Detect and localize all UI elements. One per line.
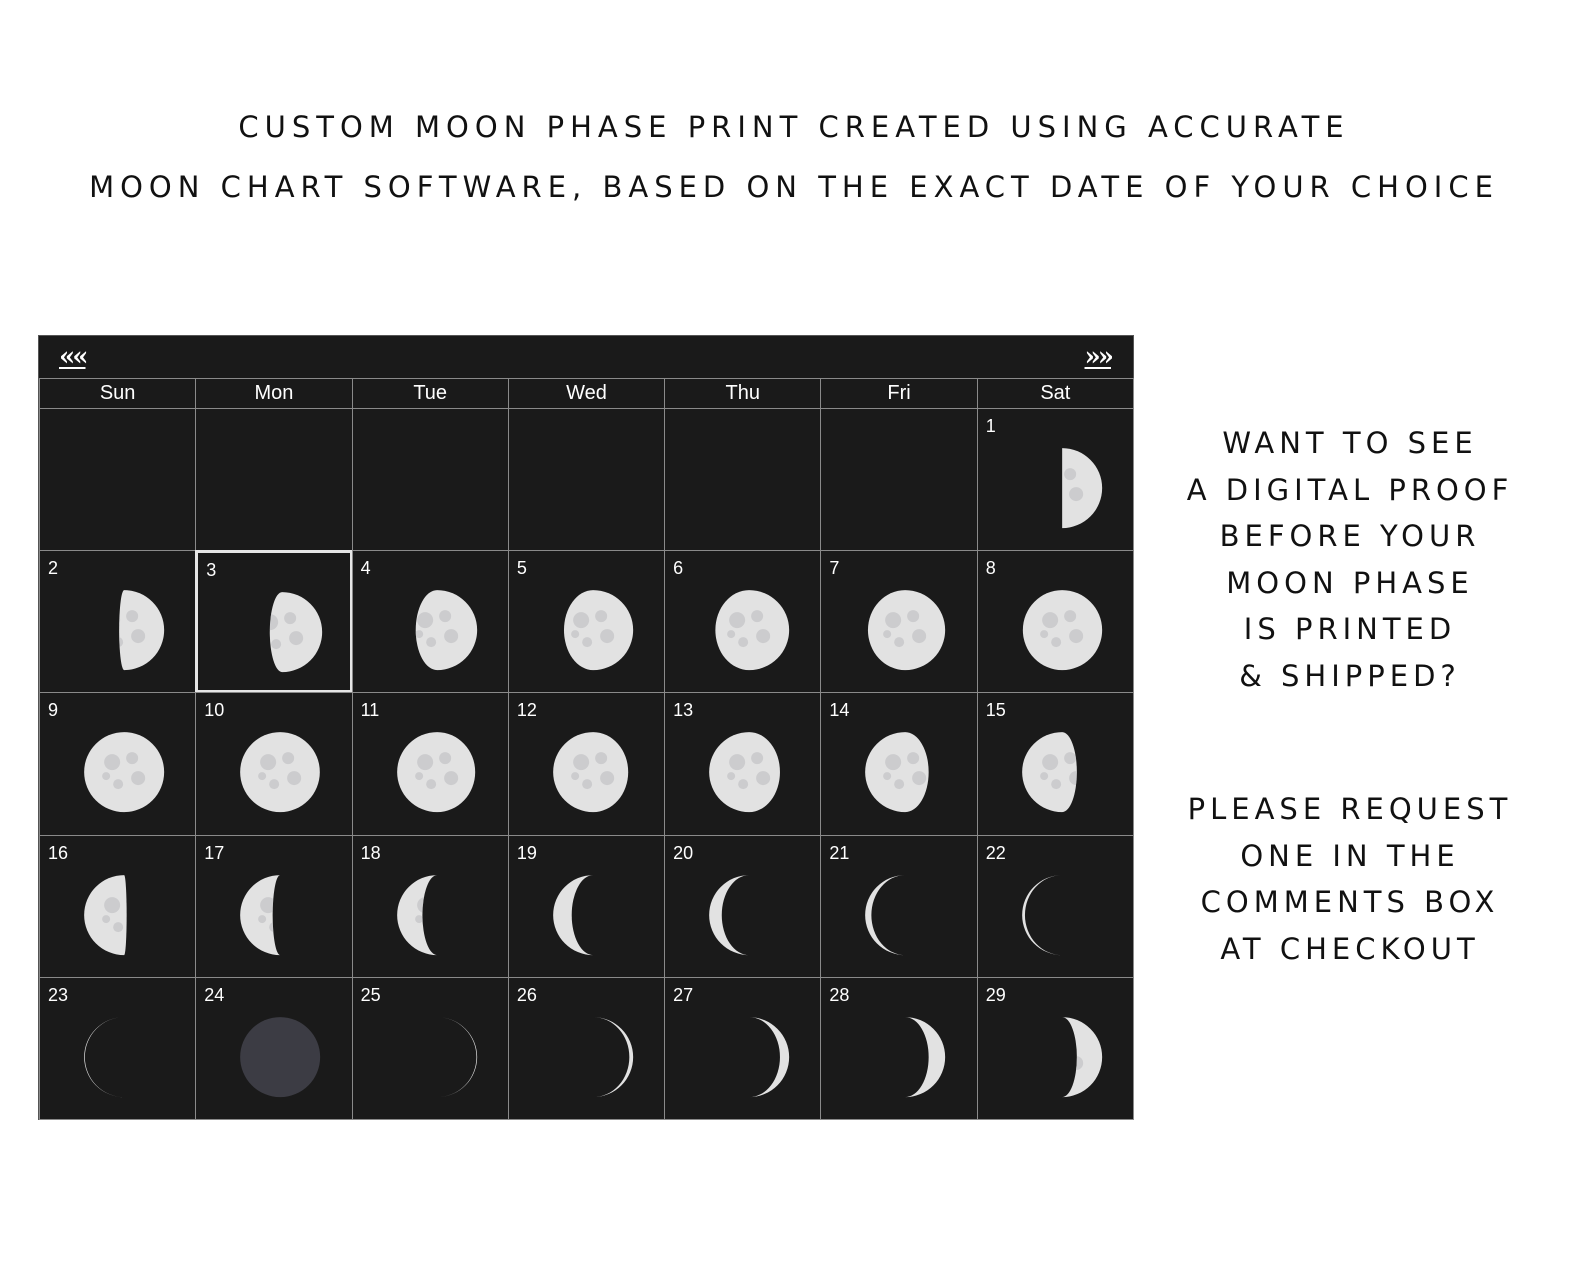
day-number: 11 — [360, 700, 380, 721]
empty-day-cell — [508, 408, 665, 551]
day-cell[interactable] — [195, 977, 352, 1120]
day-cell[interactable] — [352, 550, 509, 693]
day-cell[interactable] — [820, 550, 977, 693]
weekday-header: Tue — [352, 378, 509, 409]
day-cell[interactable] — [39, 835, 196, 978]
day-number: 19 — [516, 842, 537, 863]
moon-phase-icon — [509, 551, 665, 693]
day-cell[interactable] — [977, 692, 1134, 835]
day-number: 17 — [204, 842, 225, 863]
day-number: 21 — [829, 842, 850, 863]
day-number: 27 — [673, 984, 694, 1005]
day-cell[interactable] — [664, 835, 821, 978]
proof-instruction-line: PLEASE REQUEST — [1187, 792, 1513, 826]
day-number: 7 — [829, 558, 840, 579]
proof-question-line: BEFORE YOUR — [1219, 519, 1481, 553]
proof-question — [1175, 420, 1525, 699]
day-number: 18 — [360, 842, 381, 863]
day-number: 12 — [516, 700, 537, 721]
day-number: 25 — [360, 984, 381, 1005]
day-number: 28 — [829, 984, 850, 1005]
day-cell[interactable] — [977, 550, 1134, 693]
day-cell[interactable] — [195, 692, 352, 835]
day-cell[interactable] — [820, 977, 977, 1120]
day-cell[interactable] — [977, 408, 1134, 551]
day-cell[interactable] — [508, 692, 665, 835]
weekday-header: Fri — [820, 378, 977, 409]
day-cell[interactable] — [39, 550, 196, 693]
day-number: 6 — [673, 558, 684, 579]
moon-phase-icon — [198, 553, 354, 695]
proof-question-line: A DIGITAL PROOF — [1186, 472, 1514, 507]
day-number: 10 — [204, 700, 225, 721]
moon-phase-icon — [978, 409, 1134, 551]
moon-phase-icon — [40, 693, 196, 835]
day-cell[interactable] — [508, 977, 665, 1120]
day-cell[interactable] — [664, 550, 821, 693]
day-cell[interactable] — [508, 550, 665, 693]
weekday-header: Mon — [195, 378, 352, 409]
empty-day-cell — [820, 408, 977, 551]
empty-day-cell — [195, 408, 352, 551]
day-number: 4 — [360, 558, 371, 579]
day-cell[interactable] — [39, 977, 196, 1120]
weekday-header: Sat — [977, 378, 1134, 409]
weekday-header: Sun — [39, 378, 196, 409]
moon-phase-icon — [665, 551, 821, 693]
empty-day-cell — [664, 408, 821, 551]
day-number: 1 — [985, 416, 996, 436]
proof-instruction — [1175, 786, 1525, 972]
weekday-header: Wed — [508, 378, 665, 409]
day-number: 2 — [48, 558, 59, 579]
proof-instruction-line: AT CHECKOUT — [1220, 931, 1480, 966]
day-number: 14 — [829, 700, 850, 721]
calendar-grid — [39, 378, 1133, 1119]
day-number: 22 — [985, 842, 1006, 863]
proof-instruction-line: ONE IN THE — [1240, 838, 1460, 873]
day-number: 9 — [48, 700, 59, 721]
proof-question-line: IS PRINTED — [1243, 612, 1457, 646]
empty-day-cell — [39, 408, 196, 551]
headline-line-2: MOON CHART SOFTWARE, BASED ON THE EXACT DATE OF YOUR CHOICE — [89, 170, 1499, 204]
day-cell[interactable] — [820, 835, 977, 978]
day-number: 24 — [204, 984, 225, 1005]
day-cell[interactable] — [977, 835, 1134, 978]
day-cell[interactable] — [664, 977, 821, 1120]
moon-phase-icon — [821, 551, 977, 693]
weekday-header: Thu — [664, 378, 821, 409]
day-cell[interactable] — [352, 835, 509, 978]
proof-instruction-line: COMMENTS BOX — [1200, 885, 1500, 919]
day-number: 5 — [516, 558, 527, 579]
day-cell[interactable] — [195, 550, 352, 693]
day-cell[interactable] — [352, 977, 509, 1120]
day-cell[interactable] — [352, 692, 509, 835]
day-cell[interactable] — [39, 692, 196, 835]
day-cell[interactable] — [195, 835, 352, 978]
previous-month-link[interactable]: «« — [59, 342, 86, 372]
day-number: 20 — [673, 842, 694, 863]
next-month-link[interactable]: »» — [1084, 342, 1111, 372]
day-number: 26 — [516, 984, 537, 1005]
moon-phase-icon — [40, 551, 196, 693]
day-number: 13 — [673, 700, 694, 721]
proof-question-line: & SHIPPED? — [1239, 658, 1461, 693]
day-cell[interactable] — [820, 692, 977, 835]
day-number: 3 — [206, 560, 217, 581]
headline-line-1: CUSTOM MOON PHASE PRINT CREATED USING ACCURATE — [238, 110, 1350, 144]
proof-question-line: MOON PHASE — [1226, 565, 1474, 600]
moon-phase-icon — [353, 551, 509, 693]
day-cell[interactable] — [664, 692, 821, 835]
day-number: 29 — [985, 984, 1006, 1005]
day-number: 8 — [985, 558, 996, 579]
empty-day-cell — [352, 408, 509, 551]
day-number: 16 — [48, 842, 69, 863]
day-number: 15 — [985, 700, 1006, 721]
calendar-nav — [39, 336, 1133, 378]
proof-question-line: WANT TO SEE — [1222, 426, 1478, 460]
day-number: 23 — [48, 984, 69, 1005]
day-cell[interactable] — [977, 977, 1134, 1120]
moon-phase-icon — [978, 551, 1134, 693]
moon-calendar — [38, 335, 1134, 1120]
day-cell[interactable] — [508, 835, 665, 978]
